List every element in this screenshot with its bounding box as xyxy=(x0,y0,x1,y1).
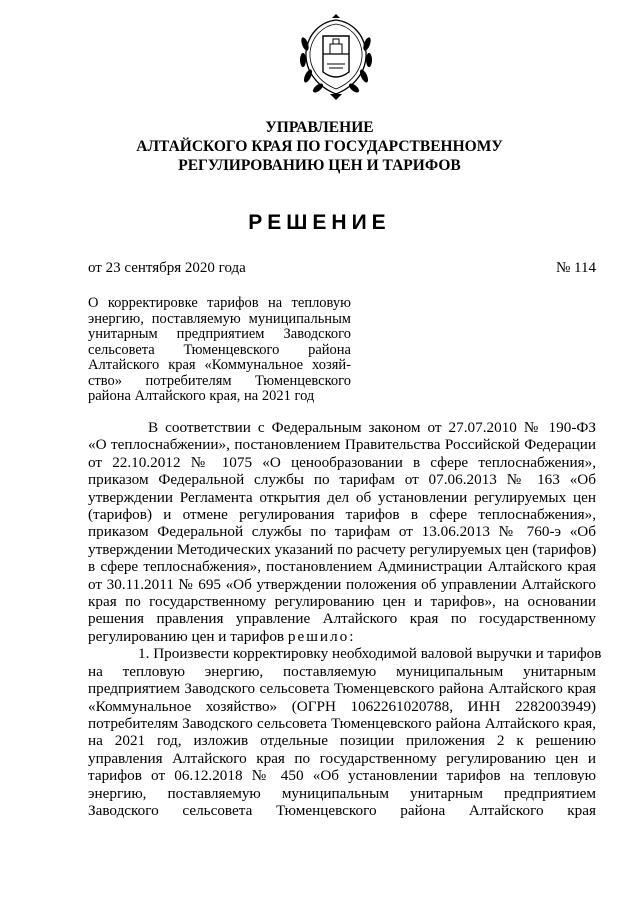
preamble-line: в сфере теплоснабжения», постановлением Администрации Алтайского края xyxy=(88,558,596,576)
subject-line: энергию, поставляемую муниципальным xyxy=(88,310,351,327)
preamble-line: края по государственному регулированию цен и тарифов», на основании xyxy=(88,593,596,611)
document-date: от 23 сентября 2020 года xyxy=(88,260,246,276)
item-1-line: на 2021 год, изложив отдельные позиции приложения 2 к решению xyxy=(88,732,596,750)
preamble-line: утверждении Методических указаний по расчету регулируемых цен (тарифов) xyxy=(88,540,597,558)
org-line-3: РЕГУЛИРОВАНИЮ ЦЕН И ТАРИФОВ xyxy=(178,157,461,174)
preamble-last-line xyxy=(88,628,596,645)
preamble-line: утверждении Регламента открытия дел об установлении регулируемых цен xyxy=(88,488,596,506)
subject-line: района Алтайского края, на 2021 год xyxy=(88,388,315,404)
subject-block xyxy=(88,296,351,405)
item-1-line: 1. Произвести корректировку необходимой валовой выручки и тарифов xyxy=(138,645,602,663)
subject-line: О корректировке тарифов на тепловую xyxy=(88,295,351,311)
item-1-line: тарифов от 06.12.2018 № 450 «Об установлении тарифов на тепловую xyxy=(88,767,596,785)
item-1-line: на тепловую энергию, поставляемую муниципальным унитарным xyxy=(88,662,596,680)
document-number: № 114 xyxy=(555,260,596,276)
preamble-line: от 22.10.2012 № 1075 «О ценообразовании в сфере теплоснабжения», xyxy=(88,453,596,471)
preamble-line: приказом Федеральной службы по тарифам от 13.06.2013 № 760-э «Об xyxy=(88,523,596,541)
item-1-line: «Коммунальное хозяйство» (ОГРН 1062261020788, ИНН 2282003949) xyxy=(88,697,596,715)
item-1-line: энергию, поставляемую муниципальным унитарным предприятием xyxy=(88,784,596,802)
preamble-line: (тарифов) и отмене регулирования тарифов в сфере теплоснабжения», xyxy=(88,506,596,524)
subject-line: Алтайского края «Коммунальное хозяй- xyxy=(88,357,351,373)
org-line-2: АЛТАЙСКОГО КРАЯ ПО ГОСУДАРСТВЕННОМУ xyxy=(136,138,503,155)
item-1-line: управления Алтайского края по государственному регулированию цен и xyxy=(88,749,596,767)
subject-line: унитарным предприятием Заводского xyxy=(88,326,351,342)
org-line-1: УПРАВЛЕНИЕ xyxy=(265,119,374,136)
item-1-line: потребителям Заводского сельсовета Тюменцевского района Алтайского края, xyxy=(88,714,596,732)
preamble-last-text: регулированию цен и тарифов xyxy=(88,627,285,645)
preamble-line: приказом Федеральной службы по тарифам от 07.06.2013 № 163 «Об xyxy=(88,471,596,489)
organization-name xyxy=(0,118,639,175)
preamble-line: В соответствии с Федеральным законом от 27.07.2010 № 190-ФЗ xyxy=(148,419,596,436)
document-type-title: РЕШЕНИЕ xyxy=(248,211,391,234)
date-number-line xyxy=(88,258,596,278)
resolved-word: решило xyxy=(287,627,350,645)
preamble-line: «О теплоснабжении», постановлением Правительства Российской Федерации xyxy=(88,436,596,454)
item-1-line: предприятием Заводского сельсовета Тюменцевского района Алтайского края xyxy=(88,680,596,698)
subject-line: ство» потребителям Тюменцевского xyxy=(88,372,351,389)
subject-line: сельсовета Тюменцевского района xyxy=(88,341,351,358)
body-text xyxy=(88,419,602,819)
preamble-line: от 30.11.2011 № 695 «Об утверждении положения об управлении Алтайского xyxy=(88,575,596,593)
preamble-line: решения правления управление Алтайского края по государственному xyxy=(88,610,596,628)
item-1-line: Заводского сельсовета Тюменцевского района Алтайского края xyxy=(88,801,596,819)
coat-of-arms-emblem xyxy=(296,14,376,100)
resolved-colon: : xyxy=(349,627,354,645)
